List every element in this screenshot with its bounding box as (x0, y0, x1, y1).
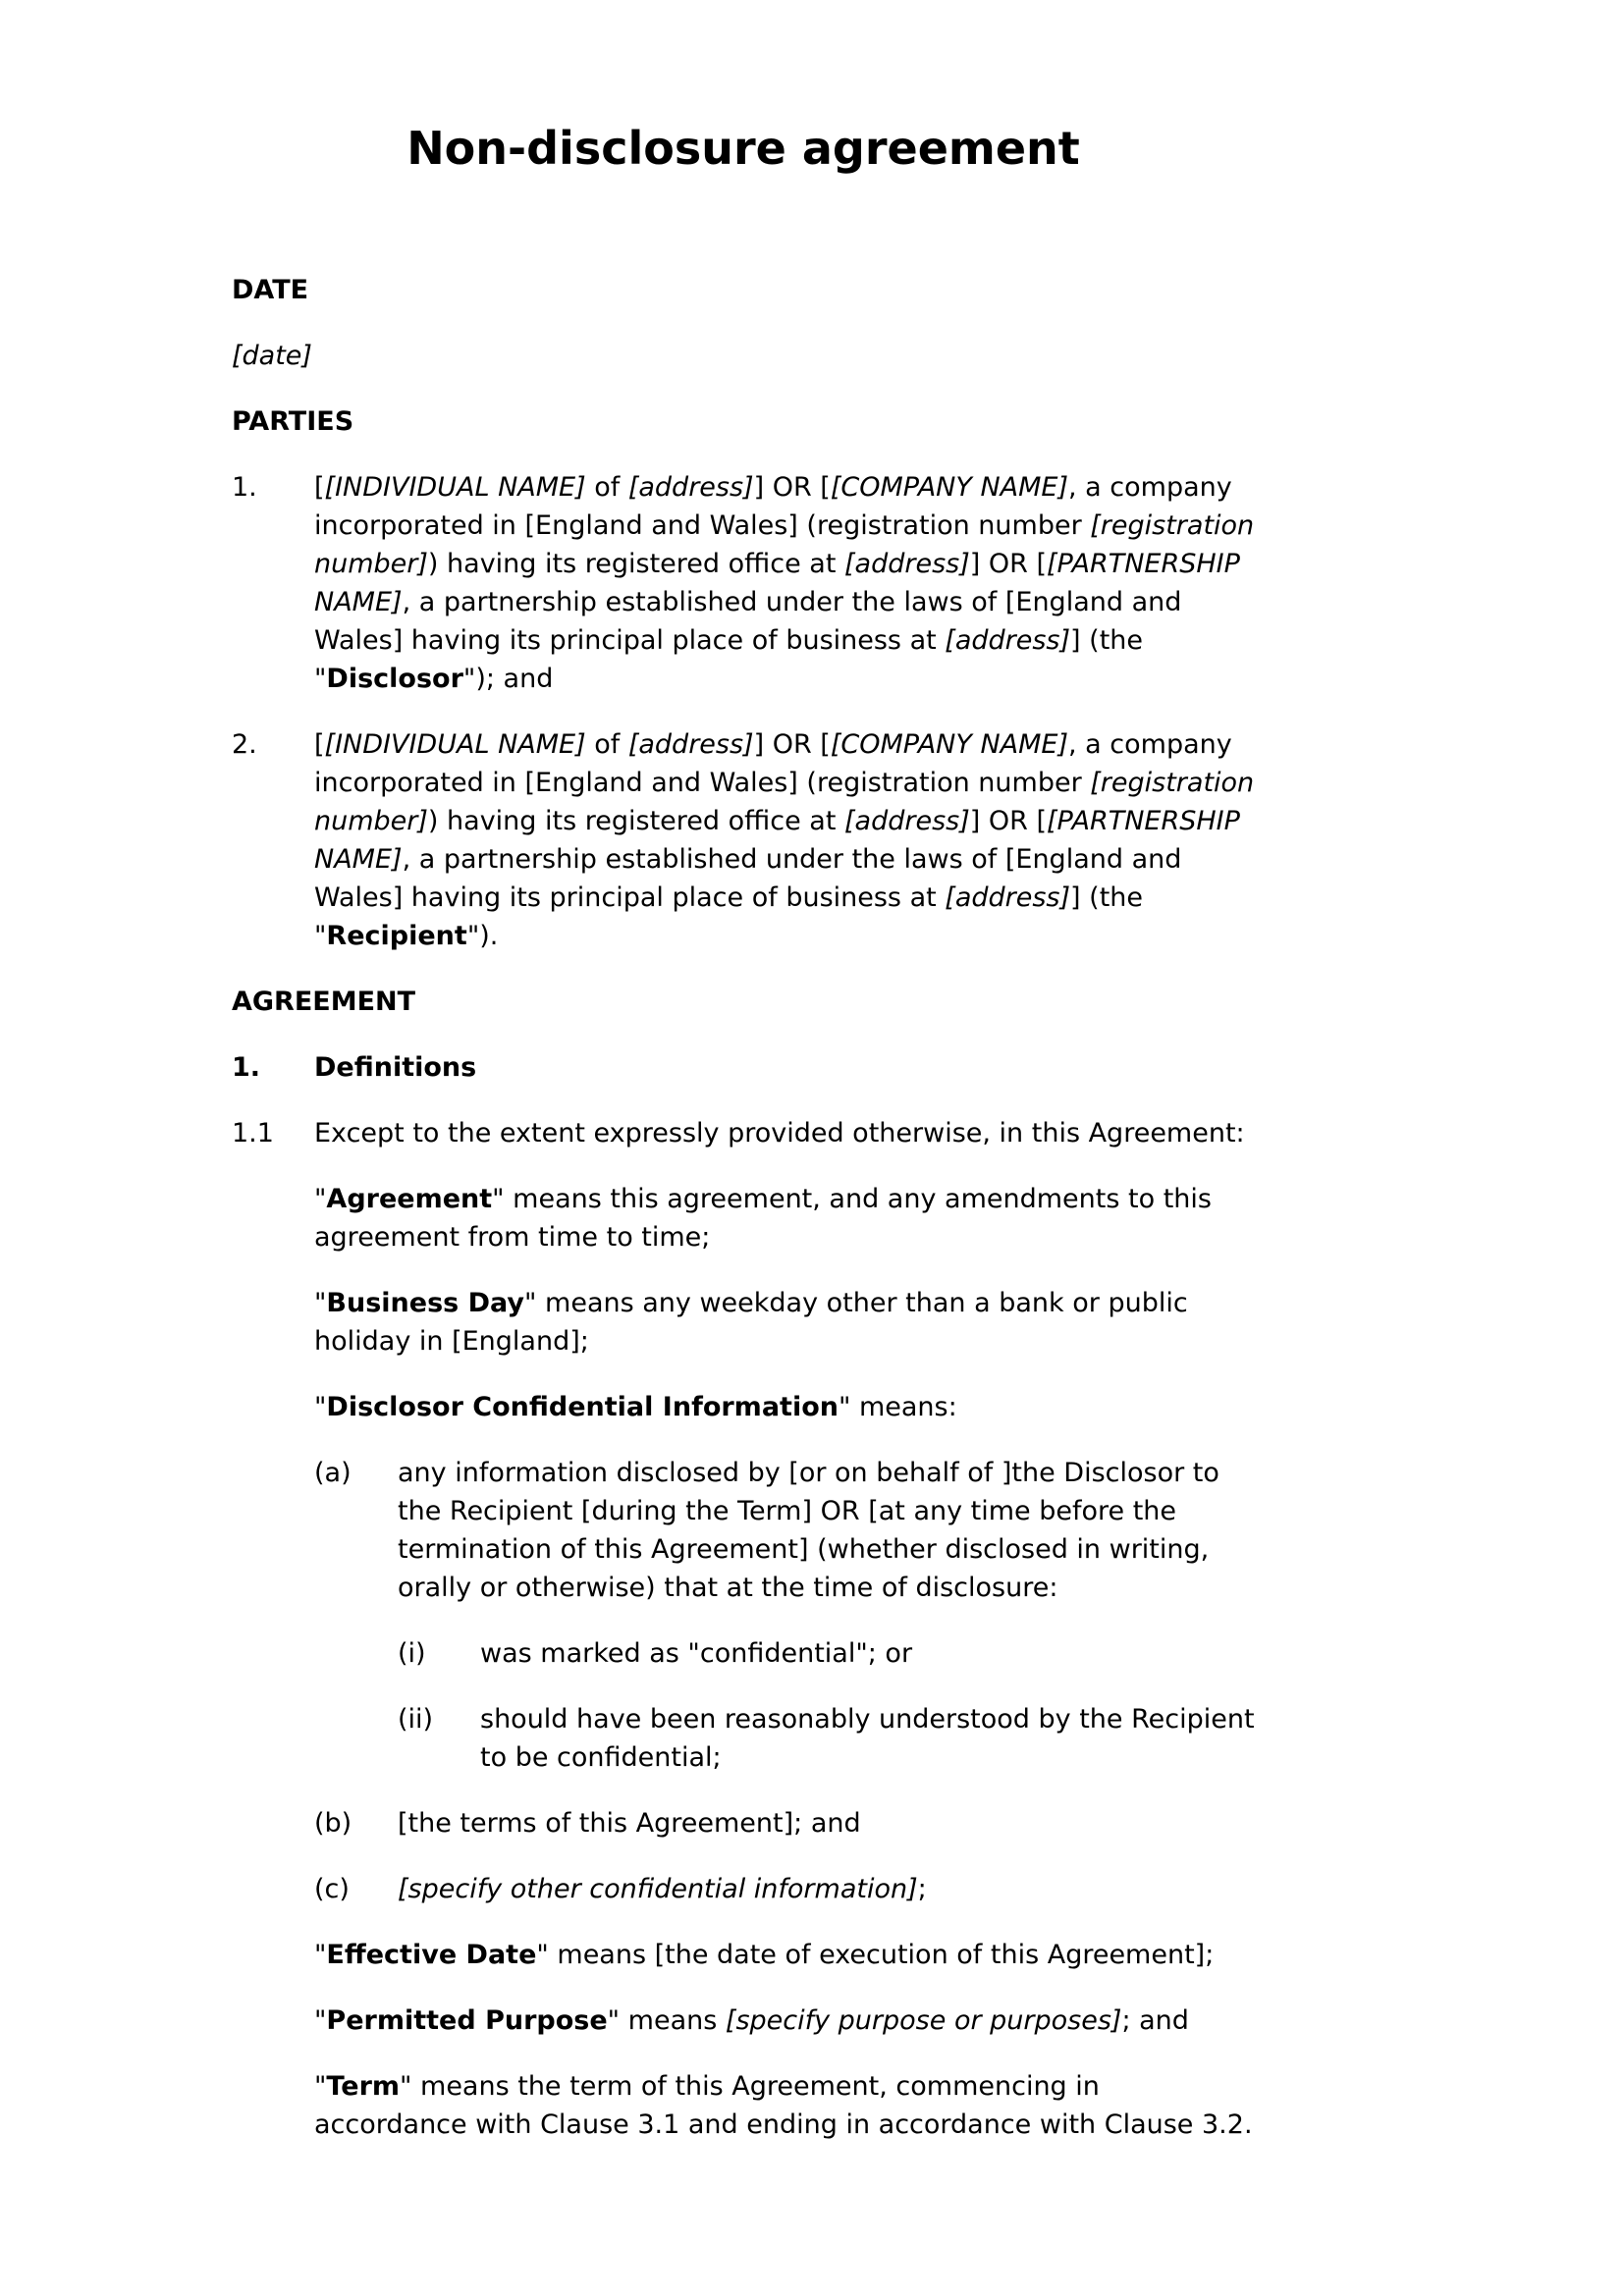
party-1-number: 1. (232, 472, 257, 503)
party-2-item (232, 725, 1255, 955)
clause-1-title: Definitions (314, 1052, 477, 1083)
definition-agreement: "Agreement" means this agreement, and any amendments to this agreement from time to time; (314, 1184, 1212, 1253)
dci-item-a-i (398, 1634, 1255, 1673)
date-placeholder: [date] (232, 341, 312, 371)
dci-item-b-text: [the terms of this Agreement]; and (398, 1808, 861, 1839)
dci-item-a-ii-text: should have been reasonably understood by the Recipient to be confidential; (480, 1704, 1255, 1773)
party-2-number: 2. (232, 729, 257, 760)
dci-item-b (314, 1804, 1255, 1842)
date-heading: DATE (232, 275, 309, 305)
clause-1-1-number: 1.1 (232, 1118, 274, 1148)
party-1-text: [[INDIVIDUAL NAME] of [address]] OR [[COMPANY NAME], a company incorporated in [England and Wales] (registration number [registration number]) having its registered office at [address]] OR [[PARTNERSHIP NAME], a partnership established under the laws of [England and Wales] having its principal place of business at [address]] (the "Disclosor"); and (314, 472, 1255, 694)
party-2-text: [[INDIVIDUAL NAME] of [address]] OR [[COMPANY NAME], a company incorporated in [England and Wales] (registration number [registration number]) having its registered office at [address]] OR [[PARTNERSHIP NAME], a partnership established under the laws of [England and Wales] having its principal place of business at [address]] (the "Recipient"). (314, 729, 1255, 951)
dci-item-a-label: (a) (314, 1458, 352, 1488)
document-title: Non-disclosure agreement (406, 122, 1080, 175)
dci-item-a-i-text: was marked as "confidential"; or (480, 1638, 913, 1669)
dci-item-c-text: [specify other confidential information]; (398, 1874, 927, 1904)
parties-heading: PARTIES (232, 406, 354, 437)
dci-item-a-ii (398, 1700, 1255, 1777)
dci-item-a (314, 1454, 1255, 1607)
definition-permitted-purpose: "Permitted Purpose" means [specify purpose or purposes]; and (314, 2005, 1189, 2036)
definition-disclosor-confidential-information: "Disclosor Confidential Information" means: (314, 1392, 957, 1422)
definition-business-day: "Business Day" means any weekday other than a bank or public holiday in [England]; (314, 1288, 1188, 1357)
clause-1-definitions-heading (232, 1048, 1255, 1087)
dci-item-a-i-label: (i) (398, 1638, 426, 1669)
clause-1-1-item (232, 1114, 1255, 1152)
dci-item-a-text: any information disclosed by [or on behalf of ]the Disclosor to the Recipient [during the Term] OR [at any time before the termination of this Agreement] (whether disclosed in writing, orally or otherwise) that at the time of disclosure: (398, 1458, 1219, 1603)
definition-effective-date: "Effective Date" means [the date of execution of this Agreement]; (314, 1940, 1215, 1970)
dci-item-b-label: (b) (314, 1808, 352, 1839)
clause-1-1-text: Except to the extent expressly provided otherwise, in this Agreement: (314, 1118, 1245, 1148)
dci-item-a-ii-label: (ii) (398, 1704, 434, 1735)
party-1-item (232, 468, 1255, 698)
dci-item-c (314, 1870, 1255, 1908)
clause-1-number: 1. (232, 1052, 261, 1083)
agreement-heading: AGREEMENT (232, 987, 416, 1017)
dci-item-c-label: (c) (314, 1874, 350, 1904)
definition-term: "Term" means the term of this Agreement, commencing in accordance with Clause 3.1 and ending in accordance with Clause 3.2. (314, 2071, 1253, 2140)
